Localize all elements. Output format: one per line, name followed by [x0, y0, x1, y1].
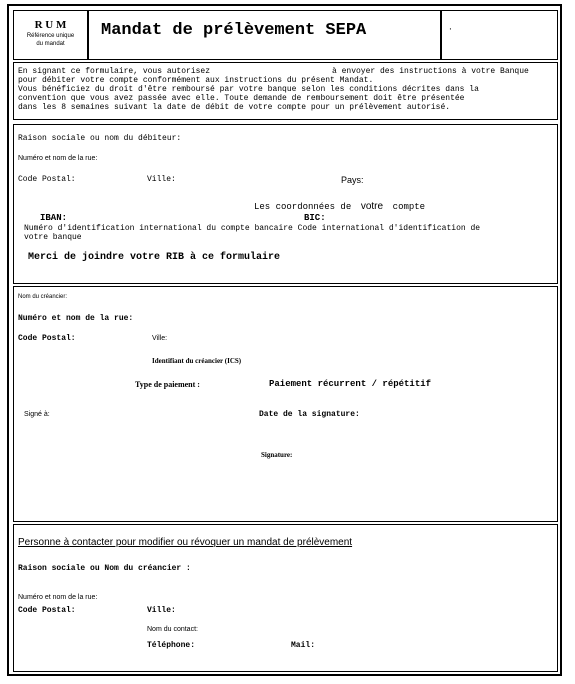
rum-title: R U M — [34, 19, 67, 31]
contact-section — [13, 524, 558, 672]
contact-phone-label: Téléphone: — [147, 641, 196, 650]
intro-line4: convention que vous avez passée avec elle. Toute demande de remboursement doit être présentée — [18, 94, 465, 103]
iban-description-1: Numéro d'identification international du compte bancaire Code international d'identification de — [24, 224, 481, 233]
intro-line1-a: En signant ce formulaire, vous autorisez — [18, 67, 211, 76]
right-mark: · — [448, 25, 453, 34]
signature-date-label: Date de la signature: — [259, 410, 360, 419]
mandate-form — [7, 4, 562, 676]
intro-line3: Vous bénéficiez du droit d'être remboursé par votre banque selon les conditions décrites dans la — [18, 85, 479, 94]
rib-notice: Merci de joindre votre RIB à ce formulaire — [28, 252, 281, 263]
page-title: Mandat de prélèvement SEPA — [101, 21, 367, 40]
bic-label: BIC: — [304, 213, 326, 223]
debtor-section — [13, 124, 558, 284]
creditor-city-label: Ville: — [152, 335, 168, 342]
contact-postal-label: Code Postal: — [18, 606, 76, 615]
signed-at-label: Signé à: — [24, 411, 50, 418]
intro-line5: dans les 8 semaines suivant la date de débit de votre compte pour un prélèvement autorisé. — [18, 103, 451, 112]
debtor-street-label: Numéro et nom de la rue: — [18, 155, 98, 162]
contact-name-label: Raison sociale ou Nom du créancier : — [18, 564, 191, 573]
creditor-ics-label: Identifiant du créancier (ICS) — [152, 357, 242, 365]
account-heading-b: votre — [360, 201, 384, 212]
title-box — [88, 10, 441, 60]
rum-value-box — [441, 10, 558, 60]
contact-city-label: Ville: — [147, 606, 176, 615]
contact-mail-label: Mail: — [291, 641, 316, 650]
debtor-name-label: Raison sociale ou nom du débiteur: — [18, 134, 182, 143]
payment-type-value: Paiement récurrent / répétitif — [269, 379, 432, 389]
account-heading-c: compte — [392, 202, 426, 212]
creditor-street-label: Numéro et nom de la rue: — [18, 314, 134, 323]
account-heading-a: Les coordonnées de — [254, 202, 352, 212]
rum-subtitle-2: du mandat — [36, 41, 65, 47]
signature-label: Signature: — [261, 451, 293, 459]
payment-type-label: Type de paiement : — [135, 380, 200, 389]
contact-title: Personne à contacter pour modifier ou révoquer un mandat de prélèvement — [18, 537, 353, 548]
intro-box — [13, 62, 558, 120]
intro-line1-b: à envoyer des instructions à votre Banque — [332, 67, 529, 76]
creditor-postal-label: Code Postal: — [18, 334, 76, 343]
rum-subtitle-1: Référence unique — [26, 33, 75, 39]
debtor-city-label: Ville: — [147, 175, 176, 184]
debtor-postal-label: Code Postal: — [18, 175, 76, 184]
rum-box — [13, 10, 88, 60]
creditor-section — [13, 286, 558, 522]
contact-street-label: Numéro et nom de la rue: — [18, 594, 98, 601]
creditor-name-label: Nom du créancier: — [18, 294, 68, 300]
contact-person-label: Nom du contact: — [147, 626, 198, 633]
iban-label: IBAN: — [40, 213, 68, 223]
debtor-country-label: Pays: — [341, 175, 364, 185]
iban-description-2: votre banque — [24, 233, 82, 242]
intro-line2: pour débiter votre compte conformément aux instructions du présent Mandat. — [18, 76, 374, 85]
